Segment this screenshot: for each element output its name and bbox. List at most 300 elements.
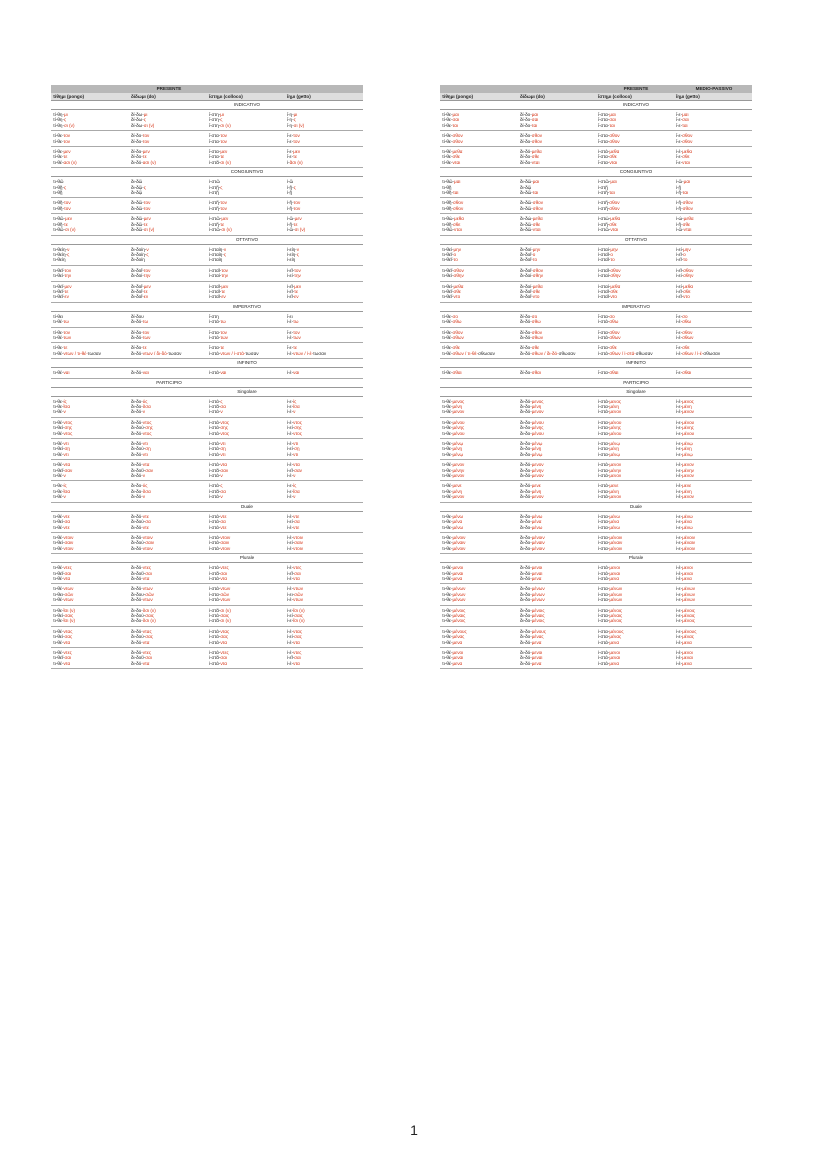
ending: τε: [293, 221, 298, 227]
ending: σας: [294, 634, 302, 640]
banner-cell: PRESENTE: [129, 85, 207, 93]
banner-cell: [51, 85, 129, 93]
stem: τι-θέ-: [442, 660, 453, 666]
form-cell: [518, 563, 596, 584]
stem: τι-θε-: [53, 404, 64, 409]
ending: σθων: [452, 334, 464, 340]
stem: ἱ-είη-: [287, 246, 297, 252]
form-cell: [518, 343, 596, 359]
stem: τι-θεῖ-: [53, 288, 65, 294]
form-line: [53, 494, 129, 499]
ending: μαι: [454, 179, 461, 185]
form-line: [598, 546, 674, 551]
stem: ἱ-στα-: [598, 597, 610, 603]
ending: την: [221, 273, 229, 279]
stem: τί-θη-: [53, 117, 65, 123]
stem: ἱ-στά-: [209, 462, 221, 468]
ending: σθε: [532, 221, 541, 227]
form-line: [598, 409, 674, 414]
stem: δι-δού-: [131, 425, 146, 431]
ending: ντες: [293, 650, 302, 655]
ending: τον: [142, 133, 150, 139]
form-line: [442, 525, 518, 530]
ending: ναι: [293, 370, 300, 376]
form-line: [520, 319, 596, 324]
stem: δι-δό-: [131, 494, 143, 500]
stem: δι-δοῖ-: [131, 283, 144, 289]
ending: ς: [64, 184, 67, 190]
form-cell: [518, 626, 596, 647]
form-cell: [440, 244, 518, 265]
form-cell: [440, 177, 518, 198]
stem: ἱ-στᾶ-: [209, 618, 221, 624]
stem: τι-θέ-: [442, 409, 453, 415]
stem: ἱ-εί-: [287, 540, 295, 546]
ending: ντοιν: [63, 545, 74, 551]
ending: μένω: [682, 513, 693, 519]
form-cell: [129, 214, 207, 235]
ending: ντα: [293, 462, 300, 468]
ending: τε: [293, 345, 298, 351]
ending: μενα: [682, 639, 692, 645]
form-cell: [518, 214, 596, 235]
stem: δι-δο-: [520, 419, 532, 425]
stem: ἱ-εί-: [676, 273, 684, 279]
stem: ἵ-ε-: [676, 122, 683, 128]
ending: τε: [64, 288, 69, 294]
form-line: [131, 618, 207, 623]
stem: ἵ-η-: [287, 122, 294, 128]
form-line: [598, 431, 674, 436]
ending: σῃ: [145, 446, 151, 452]
section-label: INFINITO: [596, 359, 674, 368]
form-cell: [207, 244, 285, 265]
stem: τι-θέ-: [442, 149, 453, 155]
stem: τί-θε-: [53, 149, 64, 155]
stem: δι-δοίη-: [131, 251, 147, 257]
section-blank: [51, 101, 129, 110]
section-blank: [285, 359, 363, 368]
ending: ῖσι (ν): [63, 618, 76, 624]
ending: ῦσι (ν): [142, 618, 156, 624]
stem: ἱ-ώ-: [676, 216, 684, 222]
ending: μένη: [609, 488, 619, 494]
ending: σης: [145, 425, 153, 431]
form-group: [51, 343, 363, 359]
form-cell: [129, 460, 207, 481]
stem: δι-δό-: [520, 660, 532, 666]
stem: δι-δοίη: [131, 257, 145, 263]
section-blank: [518, 502, 596, 511]
form-line: [520, 190, 596, 195]
ending: ντων / ἱ-έ-: [293, 350, 314, 356]
ending: μένης: [682, 425, 694, 431]
stem: τι-θείη-: [53, 246, 68, 252]
ending: ντας: [293, 628, 303, 634]
ending: σθον: [682, 138, 693, 144]
ending: μεν: [293, 149, 301, 155]
ending: σθε: [531, 154, 540, 160]
ending: ται: [453, 190, 459, 196]
section-blank: [518, 101, 596, 110]
ending: μενοι: [682, 565, 693, 571]
stem: ἱ-έ-: [287, 451, 294, 457]
stem: ἱ-σταί-: [598, 246, 611, 252]
stem: ἱ-εί-: [676, 283, 684, 289]
stem: ἱ-έ-: [676, 334, 683, 340]
stem: ἱ-στα-: [598, 618, 610, 624]
stem: τι-θῶ-: [53, 227, 66, 233]
stem: δι-δό-: [520, 149, 532, 155]
ending: μενα: [609, 660, 619, 666]
form-group: [51, 417, 363, 438]
section-blank: [285, 302, 363, 311]
ending: ς: [220, 483, 223, 489]
section-label: CONGIUNTIVO: [596, 168, 674, 177]
ending: ῖσι (ν): [293, 607, 305, 613]
stem: δι-δό-: [131, 370, 143, 376]
ending: μεθα: [683, 283, 694, 289]
form-line: [442, 618, 518, 623]
stem: ἱ-ε-: [287, 488, 294, 494]
form-line: [442, 431, 518, 436]
ending: μένων: [682, 597, 696, 603]
stem: ἱ-στά-: [598, 565, 610, 571]
ending: μέναιν: [531, 540, 545, 546]
form-line: [53, 431, 129, 436]
form-cell: [596, 605, 674, 626]
ending: ντα: [142, 660, 150, 666]
stem: τι-θέ-: [442, 494, 453, 500]
stem: τι-θε-: [442, 607, 453, 613]
stem: δι-δῶ-: [131, 216, 144, 222]
stem: ἱ-σταῖ-: [209, 283, 222, 289]
stem: ἵ-στα-: [598, 154, 610, 160]
section-header: [440, 387, 752, 396]
section-blank: [518, 387, 596, 396]
stem: δι-δό-: [520, 575, 532, 581]
form-line: [598, 618, 674, 623]
ending: μενον: [531, 494, 544, 500]
ending: ν: [293, 473, 296, 479]
stem: δι-δό-: [131, 650, 143, 655]
stem: ἱ-στῆ-: [209, 200, 221, 206]
stem: τι-θῆ-: [442, 200, 454, 206]
stem: τι-θέ-: [53, 639, 64, 645]
stem: τι-θέ-: [442, 473, 453, 479]
ending: ντι: [63, 441, 69, 447]
stem: τι-θέ-: [442, 639, 453, 645]
stem: δί-δο-: [131, 138, 143, 144]
ending: ντι: [220, 451, 226, 457]
ending: μένω: [609, 524, 620, 530]
ending: ντα: [142, 639, 150, 645]
ending: σαιν: [220, 540, 230, 546]
form-line: [287, 618, 363, 623]
stem: δι-δο-: [520, 425, 532, 431]
section-blank: [440, 168, 518, 177]
ending: ντος: [220, 430, 230, 436]
stem: ἵ-στη: [209, 313, 219, 319]
stem: δι-δο-: [520, 618, 532, 624]
stem: ἱ-στῶ-: [209, 216, 222, 222]
ending: των: [63, 334, 72, 340]
ending: μένων: [531, 591, 545, 597]
form-cell: [129, 648, 207, 669]
form-line: [442, 351, 518, 356]
stem: δι-δοί-: [520, 283, 533, 289]
stem: ἱ-στα-: [598, 586, 610, 592]
stem: ἵ-στα-: [598, 122, 610, 128]
ending: ντι: [142, 441, 148, 447]
section-header: [51, 387, 363, 396]
form-cell: [440, 439, 518, 460]
stem: δι-δού-: [131, 446, 146, 452]
ending: εν: [294, 294, 299, 300]
stem: ἱ-ε-: [676, 540, 683, 546]
form-line: [442, 294, 518, 299]
section-blank: [440, 302, 518, 311]
ending: μενον: [682, 409, 694, 415]
form-line: [676, 227, 752, 232]
stem: τι-θεῖ-: [442, 251, 454, 257]
ending: σαι: [682, 117, 689, 123]
stem: δι-δό-: [131, 524, 143, 530]
form-line: [131, 661, 207, 666]
stem: ἱ-έ-: [676, 462, 683, 468]
stem: δι-δῷ-: [131, 184, 144, 190]
ending: ύς: [142, 483, 148, 489]
stem: ἱ-στά-: [598, 319, 610, 325]
stem: ἱ-στά-: [598, 655, 610, 661]
stem: δί-δο-: [520, 329, 532, 335]
stem: ἵ-ε-: [287, 149, 294, 155]
stem: ἱ-ῶ: [287, 179, 294, 185]
form-line: [520, 473, 596, 478]
ending: τω: [63, 319, 69, 325]
ending: μενα: [682, 575, 692, 581]
ending: μένα: [609, 519, 619, 525]
ending: μαι: [682, 112, 689, 117]
stem: ἱ-εῖ-: [676, 257, 684, 263]
ending: σθον: [610, 267, 621, 273]
verb-header-row: [440, 93, 752, 101]
stem: ἱ-ῆ-: [676, 221, 683, 227]
ending: μενοι: [531, 650, 543, 655]
form-line: [676, 370, 752, 375]
form-cell: [674, 511, 752, 532]
form-cell: [51, 648, 129, 669]
form-cell: [596, 265, 674, 281]
stem: ἱ-εί-: [287, 273, 295, 279]
stem: ἱ-έ-: [287, 628, 294, 634]
stem: ἱ-έ-: [676, 639, 683, 645]
form-line: [131, 190, 207, 195]
form-line: [520, 576, 596, 581]
stem: τι-θεῖ-: [442, 267, 454, 273]
stem: ἱ-στα-: [209, 591, 221, 597]
form-cell: [207, 563, 285, 584]
form-cell: [285, 131, 363, 147]
stem: ἱ-στῆ-: [598, 205, 610, 211]
form-cell: [596, 563, 674, 584]
ending: τε: [220, 221, 225, 227]
ending: νται: [610, 227, 619, 233]
section-blank: [285, 101, 363, 110]
form-group: [440, 281, 752, 302]
stem: ἵ-ε-: [676, 154, 683, 160]
ending: ς: [143, 184, 146, 190]
stem: ἱ-έ-: [676, 494, 683, 500]
stem: ἱ-ε-: [676, 534, 683, 540]
stem: ἱ-έ-: [676, 398, 683, 404]
stem: ἱ-ε-: [676, 430, 683, 436]
ending: μην: [532, 246, 541, 252]
stem: ἱ-ε-: [676, 607, 683, 613]
ending: σθων / δι-δό-: [531, 350, 559, 356]
ending: μεναι: [682, 570, 693, 576]
stem: τι-θέ-: [53, 586, 64, 592]
stem: ἱ-ει-: [287, 591, 295, 597]
ending: σῃ: [294, 446, 300, 452]
ending: μεν: [65, 216, 73, 222]
stem: τί-θε-: [442, 122, 453, 128]
section-blank: [51, 168, 129, 177]
stem: τι-θε-: [442, 597, 453, 603]
ending: ντι: [220, 441, 226, 447]
stem: δι-δο-: [520, 524, 532, 530]
ending: μεθα: [609, 149, 620, 155]
stem: δί-δο-: [520, 313, 532, 319]
stem: ἵ-στα-: [209, 149, 221, 155]
form-cell: [51, 343, 129, 359]
form-cell: [596, 147, 674, 168]
form-cell: [207, 605, 285, 626]
ending: ῖσα: [63, 404, 71, 409]
stem: ἱ-εί-: [287, 519, 295, 525]
ending: σθον: [609, 200, 620, 206]
stem: δι-δό-: [520, 655, 532, 661]
form-line: [287, 431, 363, 436]
ending: σαι: [452, 117, 460, 123]
form-cell: [51, 131, 129, 147]
form-line: [442, 576, 518, 581]
form-cell: [674, 244, 752, 265]
ending: ασι (ν): [63, 159, 77, 165]
form-cell: [51, 417, 129, 438]
stem: τι-θε-: [442, 534, 453, 540]
ending: ντα: [293, 639, 300, 645]
ending: ν: [293, 494, 296, 500]
stem: ἱ-στά-: [209, 650, 221, 655]
ending: ντο: [453, 294, 461, 300]
stem: ἱ-στα-: [598, 513, 610, 519]
stem: δι-δοίη-: [131, 246, 147, 252]
form-line: [520, 525, 596, 530]
ending: ντων / ἱ-στά-: [220, 350, 246, 356]
stem: δι-δο-: [520, 513, 532, 519]
stem: δι-δῶ-: [520, 200, 533, 206]
form-line: [442, 319, 518, 324]
ending: μεθα: [610, 216, 621, 222]
ending: μένη: [531, 404, 542, 409]
form-cell: [440, 147, 518, 168]
form-line: [131, 370, 207, 375]
ending: μέναις: [531, 612, 545, 618]
stem: τι-θέ-: [53, 524, 64, 530]
stem: δι-δῶ-: [131, 205, 144, 211]
stem: ἵ-ε-: [287, 345, 294, 351]
stem: τι-θέ-: [53, 494, 64, 500]
form-cell: [51, 311, 129, 327]
form-line: [287, 273, 363, 278]
form-cell: [596, 396, 674, 417]
form-line: [287, 351, 363, 356]
ending: ν: [296, 246, 300, 252]
stem: δι-δό-: [520, 462, 532, 468]
ending: μεν: [143, 283, 151, 289]
stem: τι-θῶ-: [442, 179, 455, 185]
ending: μένη: [531, 488, 542, 494]
ending: ν: [63, 494, 66, 500]
ending: μεναι: [452, 655, 464, 661]
section-blank: [129, 168, 207, 177]
form-cell: [674, 368, 752, 378]
ending: μένῳ: [609, 441, 620, 447]
stem: ἵ-ε-: [676, 133, 683, 139]
stem: τί-θει: [53, 313, 63, 319]
ending: σθον: [531, 133, 542, 139]
form-cell: [207, 439, 285, 460]
ending: ντας: [63, 628, 73, 634]
stem: ἱ-στά-: [209, 350, 221, 356]
stem: τι-θεῖ-: [442, 257, 454, 263]
form-cell: [518, 532, 596, 553]
ending: μενα: [452, 575, 463, 581]
ending: μένοις: [682, 607, 695, 613]
section-blank: [440, 101, 518, 110]
stem: τί-θε-: [442, 133, 453, 139]
form-line: [442, 190, 518, 195]
ending: σι (ν): [65, 227, 76, 233]
ending: μένῳ: [531, 451, 543, 457]
ending: ται: [531, 122, 538, 128]
ending: τον: [143, 205, 151, 211]
ending: σθον: [609, 205, 620, 211]
stem: τι-θέ-: [53, 370, 64, 376]
ending: τον: [293, 205, 301, 211]
ending: ναι: [142, 370, 149, 376]
section-blank: [440, 235, 518, 244]
ending: σι (ν): [294, 227, 306, 233]
stem: ἱ-ῆ-: [676, 205, 683, 211]
ending: τον: [220, 205, 227, 211]
ending: σθον: [682, 133, 693, 139]
stem: ἱ-στα-: [598, 451, 610, 457]
stem: τι-θέ-: [53, 159, 64, 165]
form-cell: [207, 265, 285, 281]
ending: μενε: [531, 483, 541, 489]
form-cell: [207, 147, 285, 168]
stem: ἱ-στα-: [598, 607, 610, 613]
stem: ἱ-: [287, 159, 290, 165]
stem: δι-δῶ-: [520, 179, 533, 185]
ending: μένῳ: [682, 451, 693, 457]
form-group: [440, 343, 752, 359]
ending: τω: [142, 319, 149, 325]
stem: τι-θέ-: [442, 483, 453, 489]
form-line: [209, 160, 285, 165]
